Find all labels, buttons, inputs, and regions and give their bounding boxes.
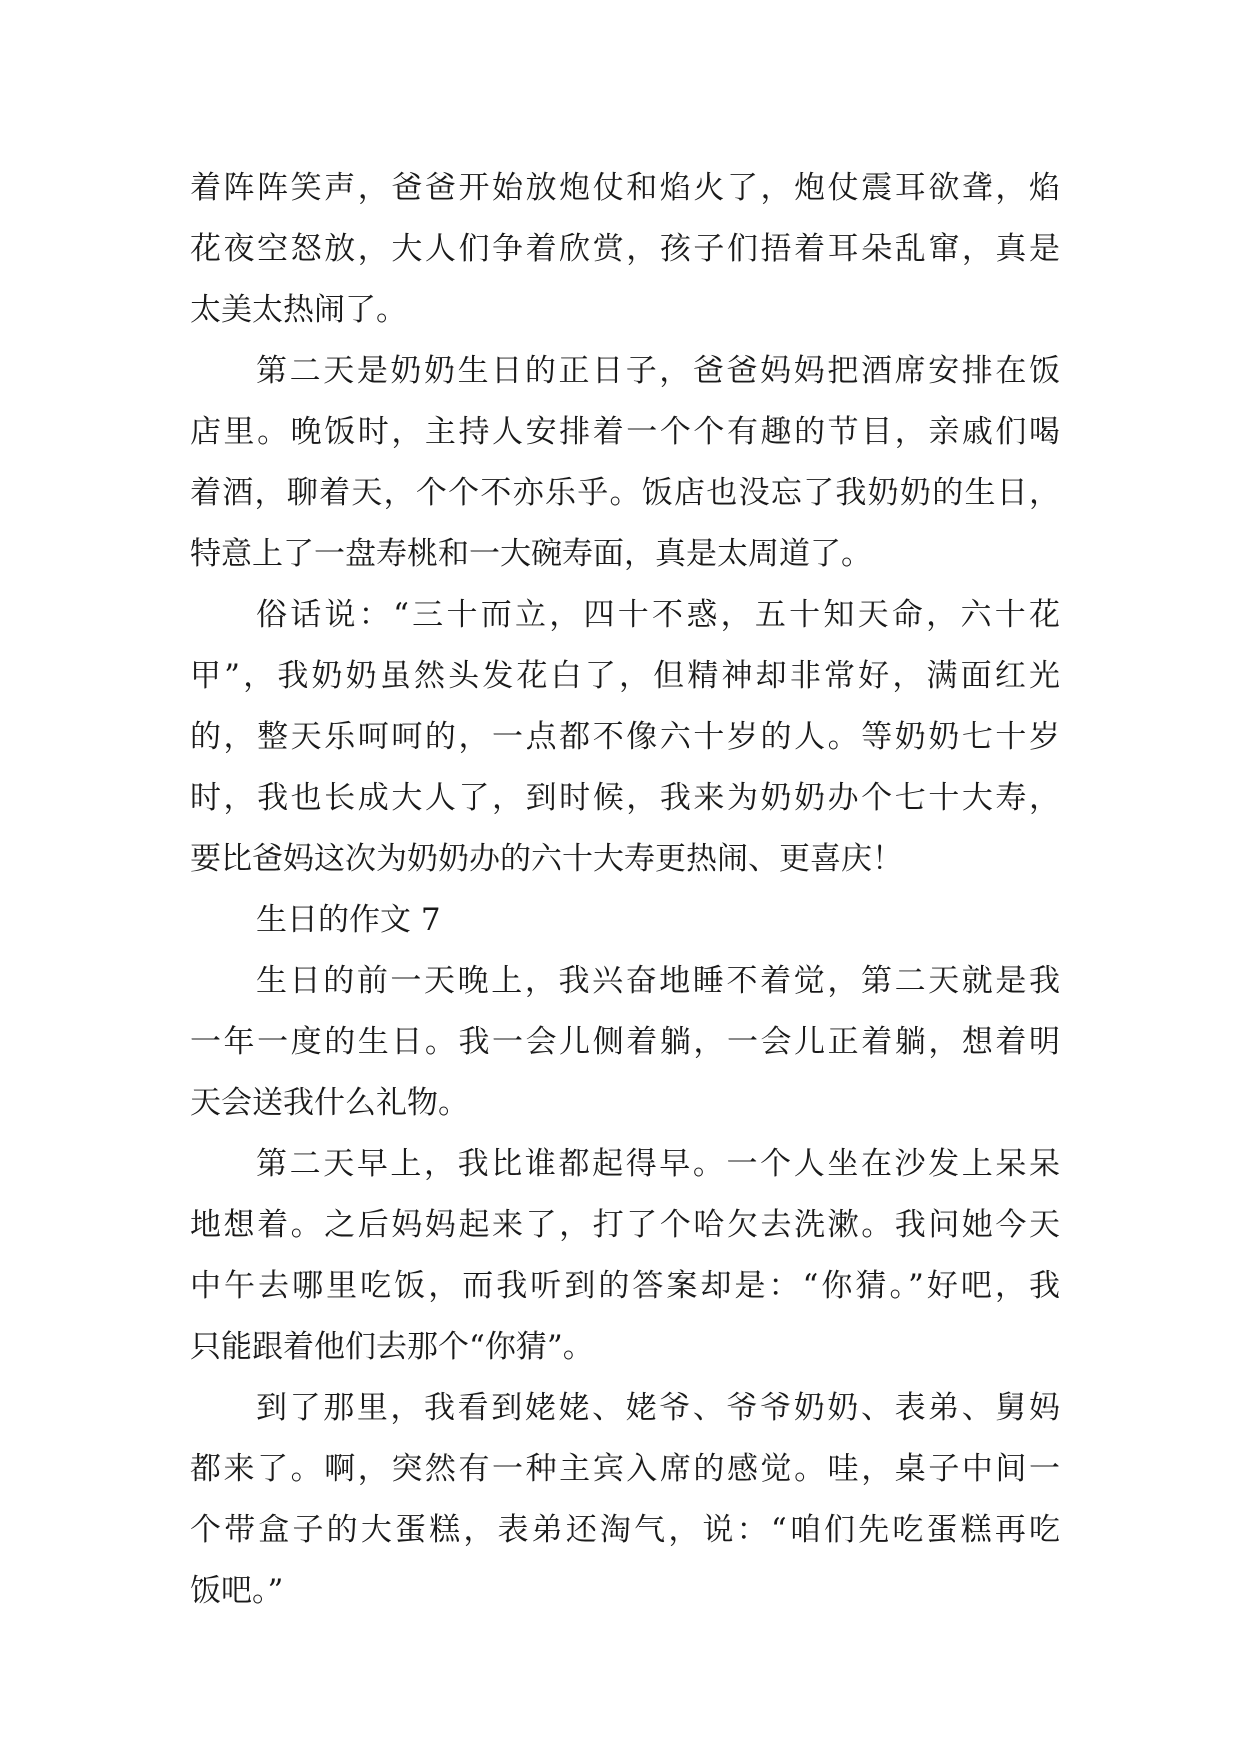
paragraph-line: 店里。晚饭时，主持人安排着一个个有趣的节目，亲戚们喝 (190, 414, 1060, 450)
paragraph-line: 着酒，聊着天，个个不亦乐乎。饭店也没忘了我奶奶的生日， (190, 475, 1060, 511)
paragraph-line: 第二天是奶奶生日的正日子，爸爸妈妈把酒席安排在饭 (256, 353, 1060, 389)
paragraph-line: 到了那里，我看到姥姥、姥爷、爷爷奶奶、表弟、舅妈 (256, 1390, 1060, 1426)
paragraph-line: 地想着。之后妈妈起来了，打了个哈欠去洗漱。我问她今天 (190, 1207, 1060, 1243)
paragraph-line: 太美太热闹了。 (190, 292, 407, 328)
paragraph-line: 特意上了一盘寿桃和一大碗寿面，真是太周道了。 (190, 536, 872, 572)
paragraph-line: 个带盒子的大蛋糕，表弟还淘气，说：“咱们先吃蛋糕再吃 (190, 1512, 1060, 1548)
paragraph-line: 要比爸妈这次为奶奶办的六十大寿更热闹、更喜庆！ (190, 841, 903, 877)
paragraph-line: 一年一度的生日。我一会儿侧着躺，一会儿正着躺，想着明 (190, 1024, 1060, 1060)
paragraph-line: 只能跟着他们去那个“你猜”。 (190, 1329, 594, 1365)
paragraph-line: 都来了。啊，突然有一种主宾入席的感觉。哇，桌子中间一 (190, 1451, 1060, 1487)
section-heading: 生日的作文 7 (256, 902, 441, 938)
paragraph-line: 的，整天乐呵呵的，一点都不像六十岁的人。等奶奶七十岁 (190, 719, 1060, 755)
paragraph-line: 甲”，我奶奶虽然头发花白了，但精神却非常好，满面红光 (190, 658, 1060, 694)
paragraph-line: 中午去哪里吃饭，而我听到的答案却是：“你猜。”好吧，我 (190, 1268, 1060, 1304)
paragraph-line: 俗话说：“三十而立，四十不惑，五十知天命，六十花 (256, 597, 1060, 633)
paragraph-line: 时，我也长成大人了，到时候，我来为奶奶办个七十大寿， (190, 780, 1060, 816)
document-body (190, 158, 1060, 1622)
paragraph-line: 着阵阵笑声，爸爸开始放炮仗和焰火了，炮仗震耳欲聋，焰 (190, 170, 1060, 206)
paragraph-line: 第二天早上，我比谁都起得早。一个人坐在沙发上呆呆 (256, 1146, 1060, 1182)
paragraph-line: 饭吧。” (190, 1573, 284, 1609)
paragraph-line: 生日的前一天晚上，我兴奋地睡不着觉，第二天就是我 (256, 963, 1060, 999)
paragraph-line: 天会送我什么礼物。 (190, 1085, 469, 1121)
paragraph-line: 花夜空怒放，大人们争着欣赏，孩子们捂着耳朵乱窜，真是 (190, 231, 1060, 267)
